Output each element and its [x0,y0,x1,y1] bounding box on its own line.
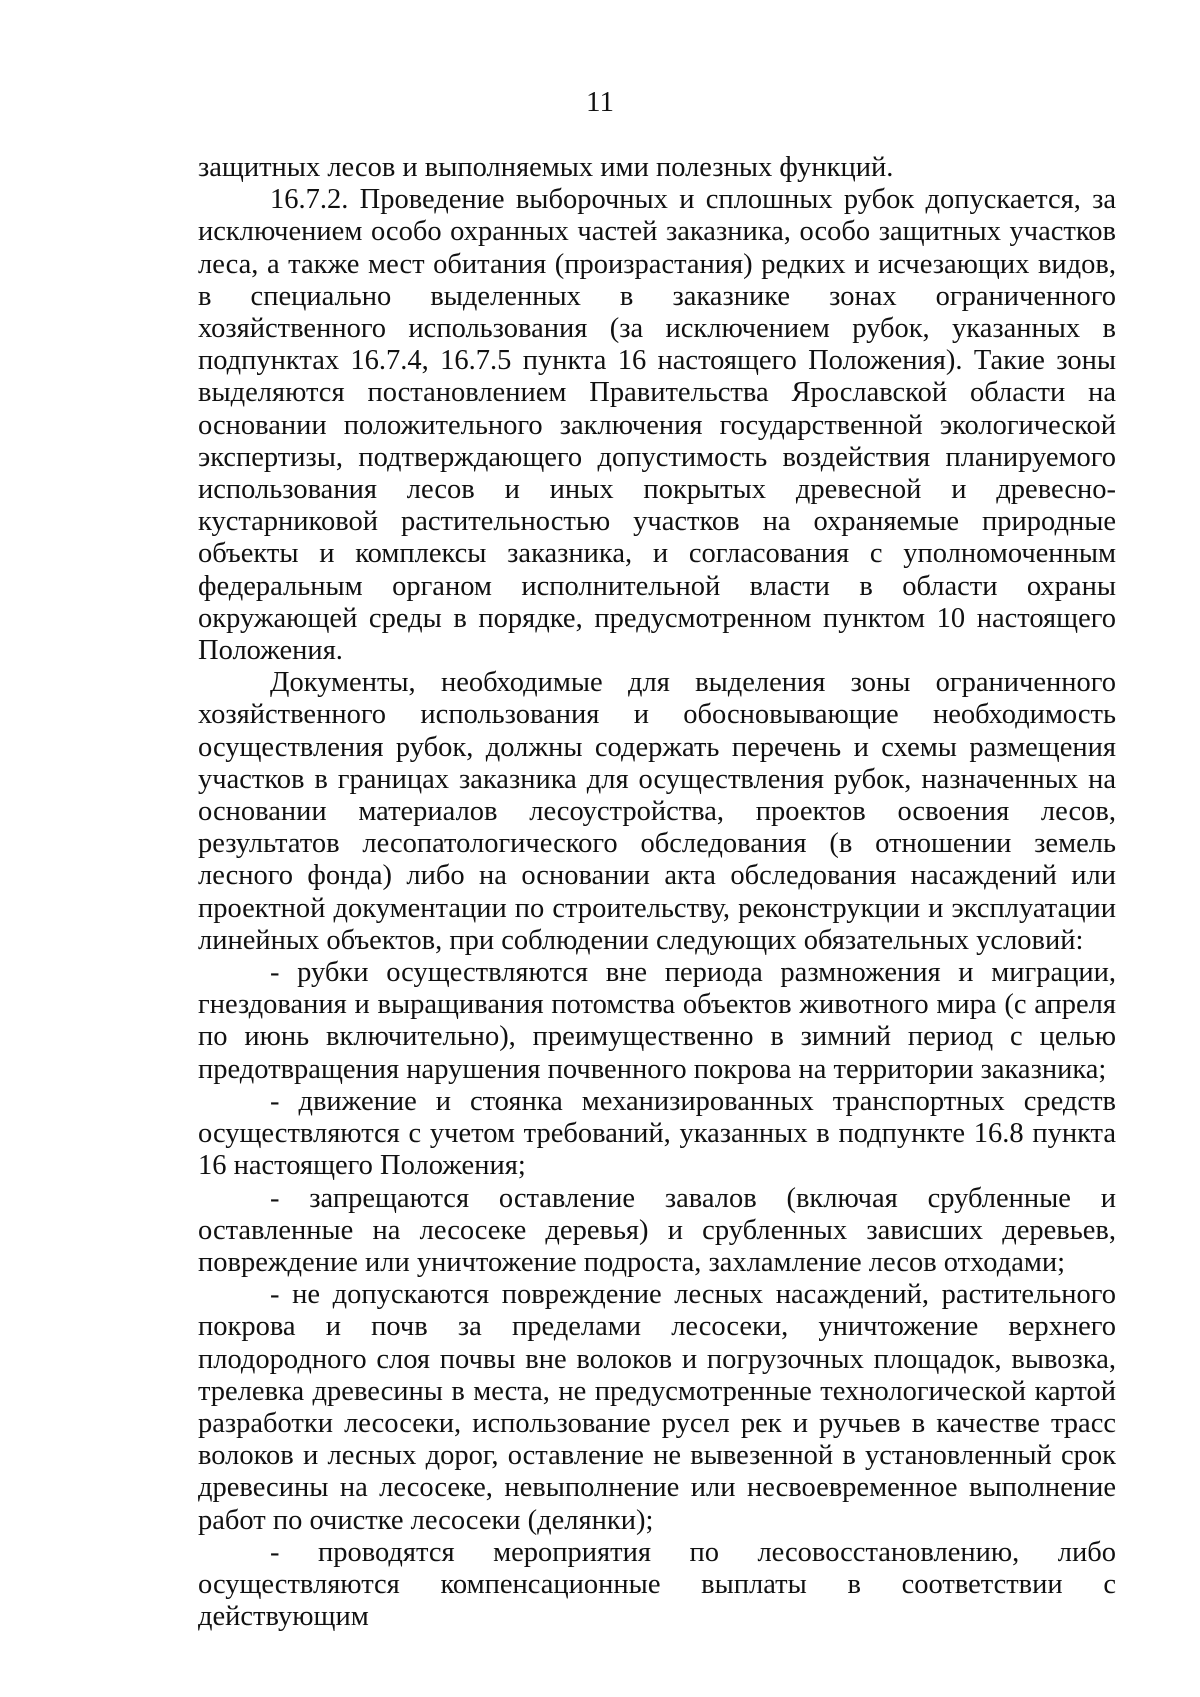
page-number: 11 [586,86,614,118]
list-item-condition: - рубки осуществляются вне периода размножения и миграции, гнездования и выращивания потомства объектов животного мира (с апреля по июнь включительно), преимущественно в зимний период с целью предотвращения нарушения почвенного покрова на территории заказника; [198,957,1116,1085]
paragraph-documents: Документы, необходимые для выделения зоны ограниченного хозяйственного использования и обосновывающие необходимость осуществления рубок, должны содержать перечень и схемы размещения участков в границах заказника для осуществления рубок, назначенных на основании материалов лесоустройства, проектов освоения лесов, результатов лесопатологического обследования (в отношении земель лесного фонда) либо на основании акта обследования насаждений или проектной документации по строительству, реконструкции и эксплуатации линейных объектов, при соблюдении следующих обязательных условий: [198,667,1116,956]
list-item-condition: - движение и стоянка механизированных транспортных средств осуществляются с учетом требований, указанных в подпункте 16.8 пункта 16 настоящего Положения; [198,1085,1116,1182]
list-item-condition: - проводятся мероприятия по лесовосстановлению, либо осуществляются компенсационные выплаты в соответствии с действующим [198,1536,1116,1633]
paragraph-continuation: защитных лесов и выполняемых ими полезных функций. [198,152,894,183]
paragraph-clause-16-7-2: 16.7.2. Проведение выборочных и сплошных рубок допускается, за исключением особо охранных частей заказника, особо защитных участков леса, а также мест обитания (произрастания) редких и исчезающих видов, в специально выделенных в заказнике зонах ограниченного хозяйственного использования (за исключением рубок, указанных в подпунктах 16.7.4, 16.7.5 пункта 16 настоящего Положения). Такие зоны выделяются постановлением Правительства Ярославской области на основании положительного заключения государственной экологической экспертизы, подтверждающего допустимость воздействия планируемого использования лесов и иных покрытых древесной и древесно-кустарниковой растительностью участков на охраняемые природные объекты и комплексы заказника, и согласования с уполномоченным федеральным органом исполнительной власти в области охраны окружающей среды в порядке, предусмотренном пунктом 10 настоящего Положения. [198,184,1116,667]
document-body [198,152,1116,1633]
list-item-condition: - запрещаются оставление завалов (включая срубленные и оставленные на лесосеке деревья) и срубленных зависших деревьев, повреждение или уничтожение подроста, захламление лесов отходами; [198,1182,1116,1278]
list-item-condition: - не допускаются повреждение лесных насаждений, растительного покрова и почв за пределами лесосеки, уничтожение верхнего плодородного слоя почвы вне волоков и погрузочных площадок, вывозка, трелевка древесины в места, не предусмотренные технологической картой разработки лесосеки, использование русел рек и ручьев в качестве трасс волоков и лесных дорог, оставление не вывезенной в установленный срок древесины на лесосеке, невыполнение или несвоевременное выполнение работ по очистке лесосеки (делянки); [198,1279,1116,1536]
